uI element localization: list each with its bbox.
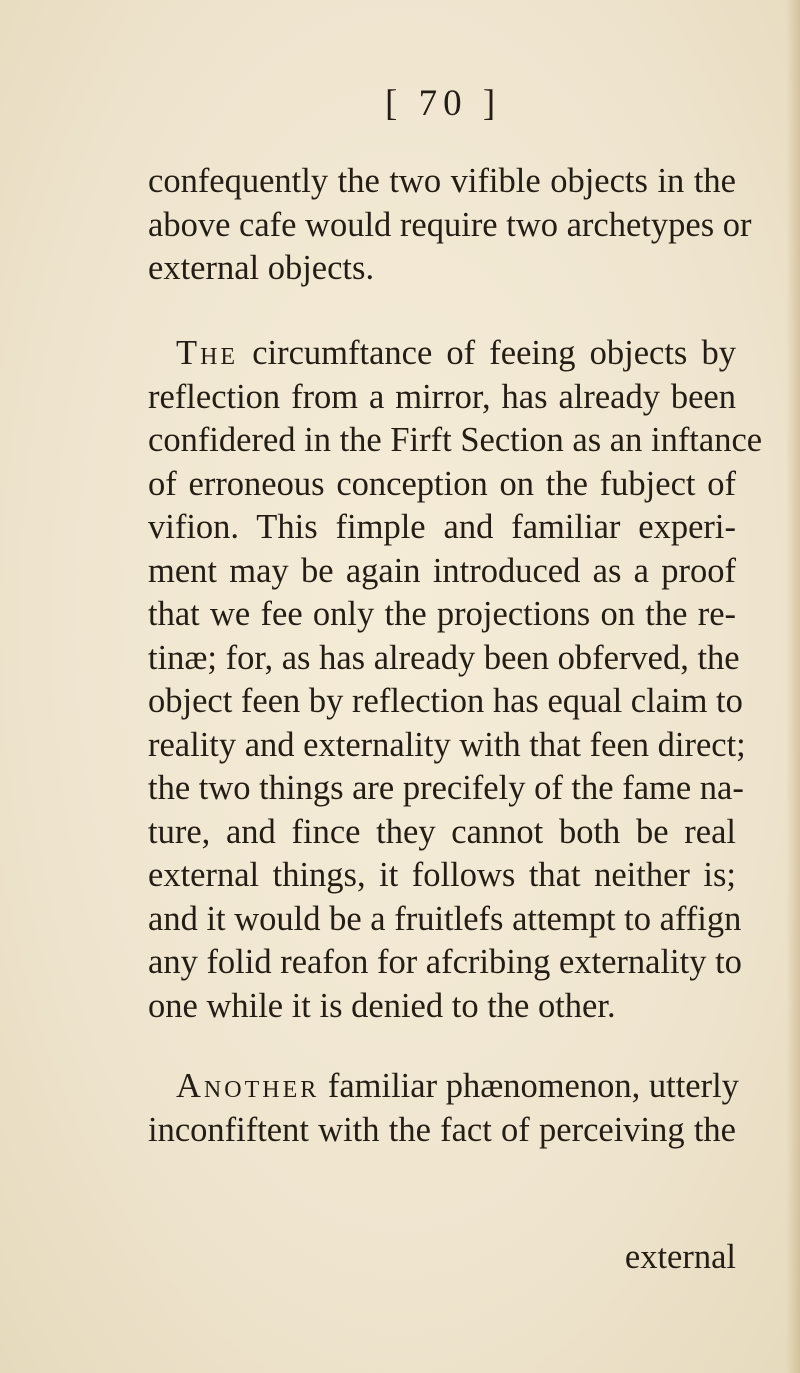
text-line-rest: circumftance of feeing objects by	[238, 334, 736, 372]
text-line-rest: familiar phænomenon, utterly	[319, 1067, 739, 1105]
text-line: the two things are precifely of the fame na-	[148, 769, 744, 807]
page-edge-shadow	[786, 0, 800, 1373]
text-line: confequently the two vifible objects in the	[148, 162, 736, 200]
text-line: external objects.	[148, 249, 375, 287]
text-line-first	[148, 1065, 739, 1109]
text-line: tinæ; for, as has already been obferved, the	[148, 638, 740, 677]
paragraph-2	[148, 332, 763, 1028]
text-line: vifion. This fimple and familiar experi-	[148, 508, 736, 546]
text-line: reflection from a mirror, has already been	[148, 377, 736, 416]
text-line: that we fee only the projections on the re-	[148, 595, 736, 633]
text-line: confidered in the Firft Section as an inftance	[148, 421, 763, 459]
paragraph-lead-word: Another	[176, 1067, 320, 1105]
text-line: one while it is denied to the other.	[148, 986, 616, 1025]
text-line: reality and externality with that feen direct;	[148, 725, 746, 764]
text-line: external things, it follows that neither is;	[148, 856, 736, 894]
text-line: ment may be again introduced as a proof	[148, 551, 736, 590]
paragraph-lead-word: The	[176, 334, 239, 372]
text-line: above cafe would require two archetypes or	[148, 205, 752, 244]
text-line-first	[148, 332, 736, 376]
text-line: any folid reafon for afcribing externality to	[148, 943, 742, 981]
catchword: external	[624, 1238, 736, 1276]
paragraph-3	[148, 1065, 739, 1152]
text-line: of erroneous conception on the fubject of	[148, 464, 736, 503]
text-line: object feen by reflection has equal claim to	[148, 682, 743, 720]
page-number: [ 70 ]	[385, 83, 502, 124]
text-line: and it would be a fruitlefs attempt to affign	[148, 899, 742, 938]
paragraph-1	[148, 160, 752, 291]
text-line: ture, and fince they cannot both be real	[148, 812, 736, 851]
text-line: inconfiftent with the fact of perceiving the	[148, 1110, 736, 1149]
